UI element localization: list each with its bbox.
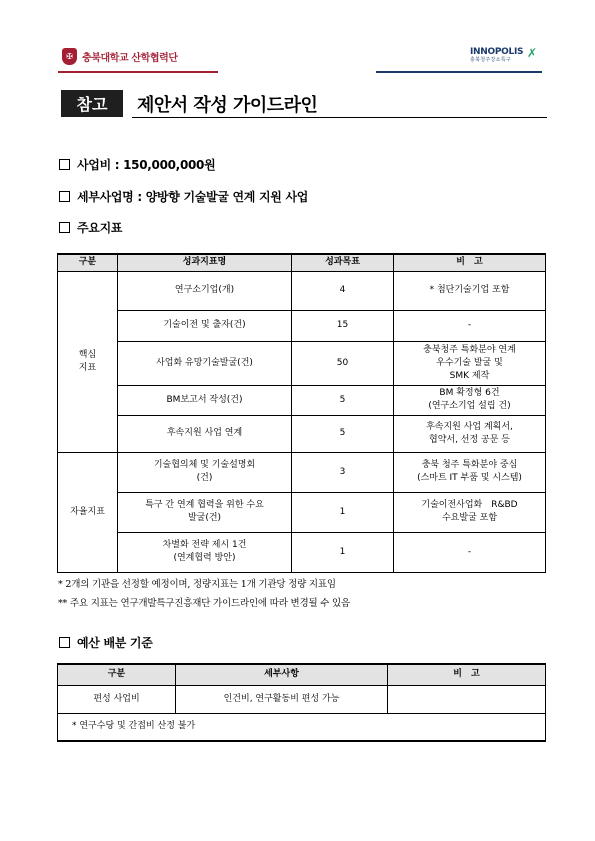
table-row <box>58 341 546 385</box>
column-header: 성과지표명 <box>118 254 292 271</box>
table-row <box>58 685 546 713</box>
bullet-text: 세부사업명 : 양방향 기술발굴 연계 지원 사업 <box>77 190 309 204</box>
bullet-budget-rule <box>59 634 153 651</box>
indicator-name: 특구 간 연계 협력을 위한 수요 발굴(건) <box>118 492 292 532</box>
table-row <box>58 310 546 341</box>
table-header-row <box>58 664 546 685</box>
bullet-project-name <box>59 188 308 205</box>
footnote-1: * 2개의 기관을 선정할 예정이며, 정량지표는 1개 기관당 정량 지표임 <box>58 579 336 590</box>
group-autonomous: 자율지표 <box>58 452 118 572</box>
indicator-target: 5 <box>292 385 394 415</box>
column-header: 세부사항 <box>176 664 388 685</box>
indicator-name: 사업화 유망기술발굴(건) <box>118 341 292 385</box>
bullet-text: 예산 배분 기준 <box>77 636 153 650</box>
column-header: 비 고 <box>388 664 546 685</box>
indicator-note: 충북 청주 특화분야 중심 (스마트 IT 부품 및 시스템) <box>394 452 546 492</box>
header-rule-left <box>58 71 218 73</box>
checkbox-square-icon <box>59 222 70 233</box>
innopolis-sub: 충북청주강소특구 <box>470 57 512 63</box>
univ-seal-icon: ✠ <box>62 48 77 65</box>
indicator-name: 차별화 전략 제시 1건 (연계협력 방안) <box>118 532 292 572</box>
indicator-target: 1 <box>292 492 394 532</box>
innopolis-logo <box>470 46 538 64</box>
budget-footnote: * 연구수당 및 간접비 산정 불가 <box>58 713 546 741</box>
indicator-table <box>57 253 546 573</box>
footnote-2: ** 주요 지표는 연구개발특구진흥재단 가이드라인에 따라 변경될 수 있음 <box>58 598 350 609</box>
innopolis-mark-icon: ✗ <box>527 46 538 60</box>
indicator-target: 5 <box>292 415 394 452</box>
title-tag: 참고 <box>61 90 123 117</box>
column-header: 성과목표 <box>292 254 394 271</box>
indicator-note: BM 확정형 6건 (연구소기업 설립 건) <box>394 385 546 415</box>
budget-table <box>57 663 546 742</box>
budget-category: 편성 사업비 <box>58 685 176 713</box>
univ-logo <box>62 48 178 65</box>
bullet-text: 주요지표 <box>77 221 123 235</box>
indicator-name: 기술이전 및 출자(건) <box>118 310 292 341</box>
budget-note <box>388 685 546 713</box>
indicator-note: - <box>394 532 546 572</box>
indicator-note: * 첨단기술기업 포함 <box>394 271 546 310</box>
table-row <box>58 415 546 452</box>
table-row <box>58 271 546 310</box>
innopolis-name: INNOPOLIS <box>470 47 524 57</box>
checkbox-square-icon <box>59 191 70 202</box>
univ-name: 충북대학교 산학협력단 <box>82 53 178 64</box>
indicator-note: 충북청주 특화분야 연계 우수기술 발굴 및 SMK 제작 <box>394 341 546 385</box>
indicator-target: 15 <box>292 310 394 341</box>
indicator-note: 후속지원 사업 계획서, 협약서, 선정 공문 등 <box>394 415 546 452</box>
indicator-note: 기술이전사업화 R&BD 수요발굴 포함 <box>394 492 546 532</box>
column-header: 비 고 <box>394 254 546 271</box>
column-header: 구분 <box>58 254 118 271</box>
table-row <box>58 385 546 415</box>
indicator-target: 1 <box>292 532 394 572</box>
column-header: 구분 <box>58 664 176 685</box>
table-row <box>58 452 546 492</box>
page-title <box>57 90 547 118</box>
indicator-note: - <box>394 310 546 341</box>
bullet-text: 사업비 : 150,000,000원 <box>77 158 216 172</box>
indicator-target: 4 <box>292 271 394 310</box>
indicator-name: 연구소기업(개) <box>118 271 292 310</box>
indicator-name: BM보고서 작성(건) <box>118 385 292 415</box>
title-text: 제안서 작성 가이드라인 <box>137 95 318 116</box>
indicator-name: 기술협의체 및 기술설명회 (건) <box>118 452 292 492</box>
indicator-target: 3 <box>292 452 394 492</box>
indicator-target: 50 <box>292 341 394 385</box>
table-row <box>58 532 546 572</box>
table-header-row <box>58 254 546 271</box>
header-rule-right <box>376 71 542 73</box>
budget-detail: 인건비, 연구활동비 편성 가능 <box>176 685 388 713</box>
bullet-indicators <box>59 219 122 236</box>
indicator-name: 후속지원 사업 연계 <box>118 415 292 452</box>
checkbox-square-icon <box>59 637 70 648</box>
bullet-budget <box>59 156 215 173</box>
group-core: 핵심 지표 <box>58 271 118 452</box>
table-row <box>58 492 546 532</box>
table-row <box>58 713 546 741</box>
checkbox-square-icon <box>59 159 70 170</box>
title-underline <box>132 117 547 118</box>
